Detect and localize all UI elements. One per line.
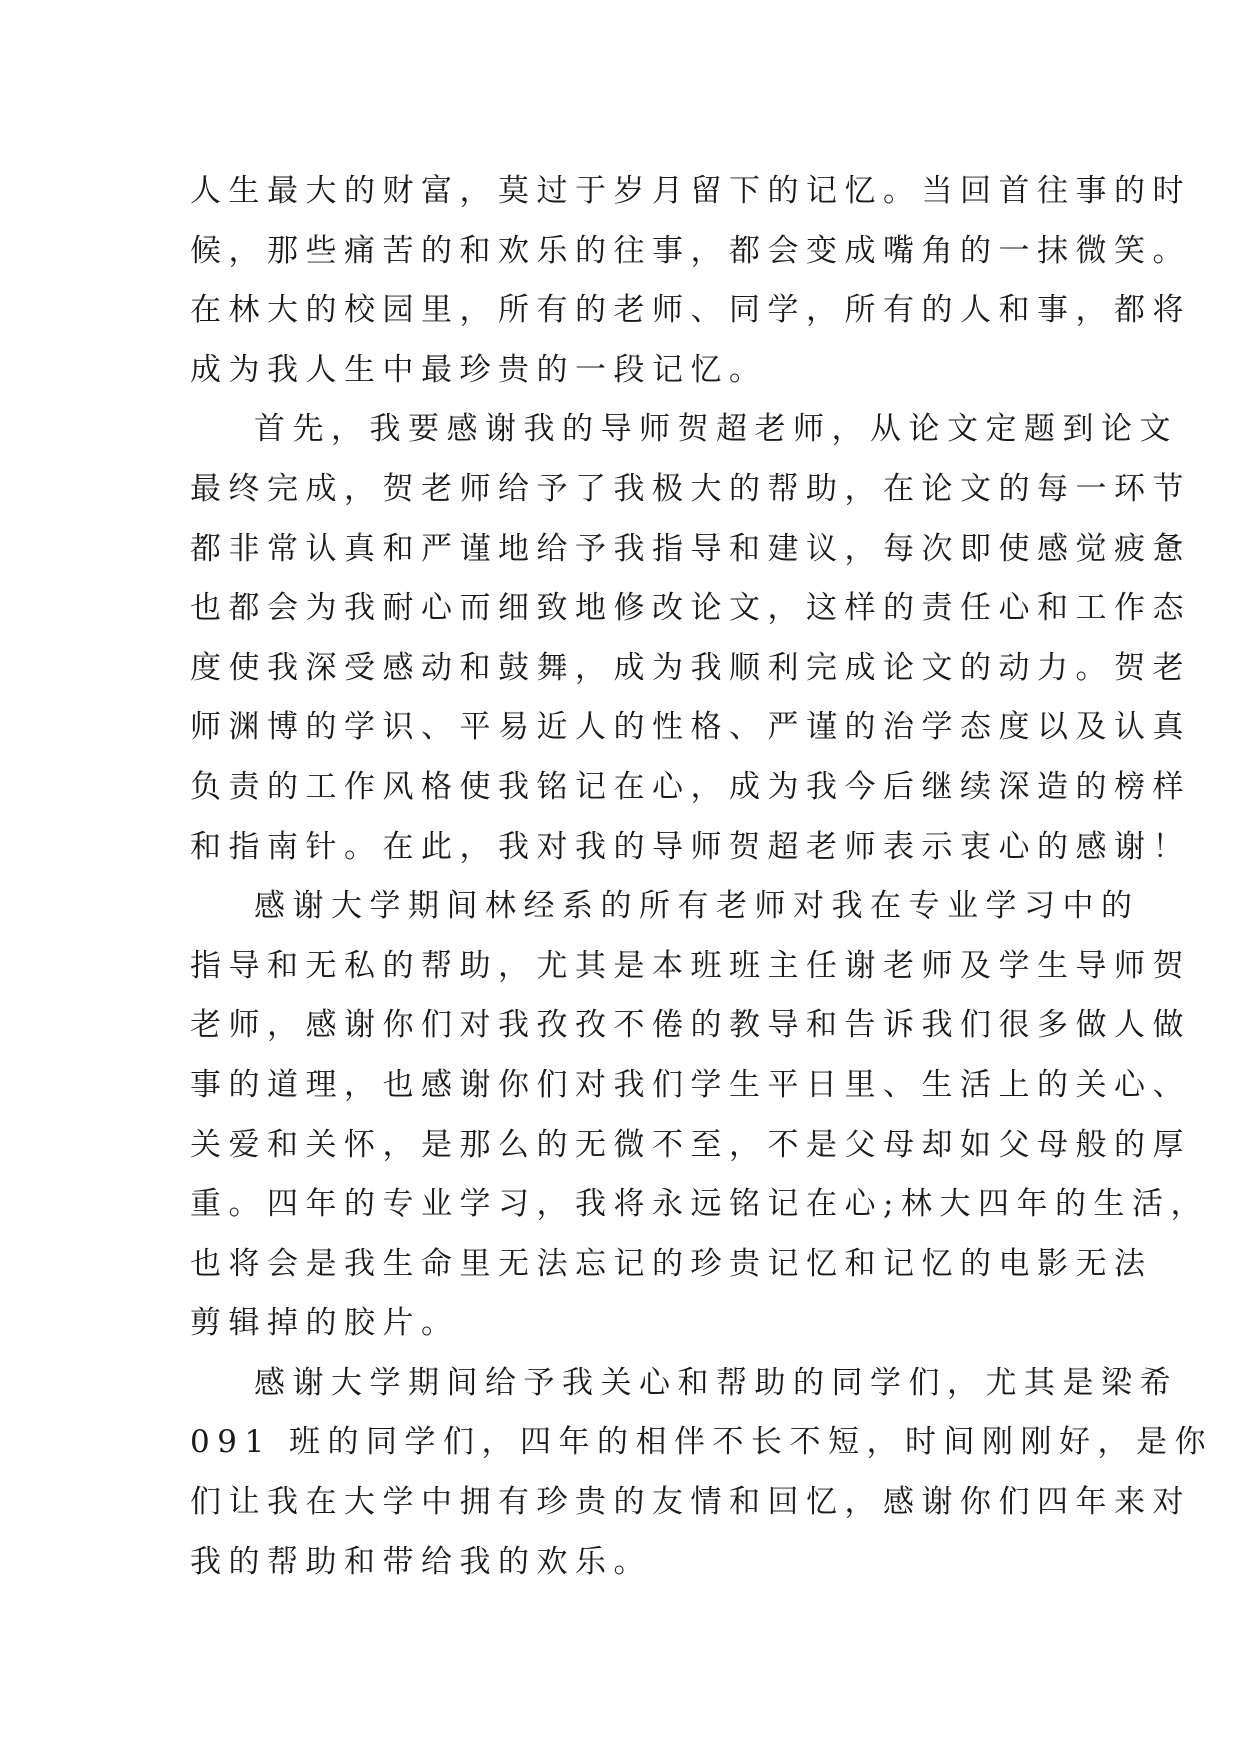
text-line: 们让我在大学中拥有珍贵的友情和回忆，感谢你们四年来对 — [190, 1484, 1191, 1521]
document-body — [190, 162, 1214, 1592]
paragraph-1 — [190, 162, 1191, 400]
text-line: 人生最大的财富，莫过于岁月留下的记忆。当回首往事的时 — [190, 173, 1191, 209]
paragraph-3 — [190, 877, 1209, 1354]
text-line: 都非常认真和严谨地给予我指导和建议，每次即使感觉疲惫 — [190, 530, 1191, 567]
paragraph-4 — [190, 1354, 1214, 1592]
paragraph-2 — [190, 400, 1191, 877]
text-line: 重。四年的专业学习，我将永远铭记在心;林大四年的生活， — [190, 1186, 1209, 1223]
text-line: 关爱和关怀，是那么的无微不至，不是父母却如父母般的厚 — [190, 1126, 1191, 1163]
text-line: 感谢大学期间林经系的所有老师对我在专业学习中的 — [254, 888, 1140, 925]
text-line: 负责的工作风格使我铭记在心，成为我今后继续深造的榜样 — [190, 768, 1191, 805]
text-line: 最终完成，贺老师给予了我极大的帮助，在论文的每一环节 — [190, 470, 1191, 507]
text-line: 指导和无私的帮助，尤其是本班班主任谢老师及学生导师贺 — [190, 947, 1191, 984]
text-line: 老师，感谢你们对我孜孜不倦的教导和告诉我们很多做人做 — [190, 1007, 1191, 1044]
text-line: 候，那些痛苦的和欢乐的往事，都会变成嘴角的一抹微笑。 — [190, 232, 1191, 269]
text-line: 剪辑掉的胶片。 — [190, 1305, 460, 1342]
text-line: 感谢大学期间给予我关心和帮助的同学们，尤其是梁希 — [254, 1364, 1178, 1401]
text-line: 师渊博的学识、平易近人的性格、严谨的治学态度以及认真 — [190, 709, 1191, 746]
text-line: 度使我深受感动和鼓舞，成为我顺利完成论文的动力。贺老 — [190, 649, 1191, 686]
text-line: 事的道理，也感谢你们对我们学生平日里、生活上的关心、 — [190, 1066, 1191, 1103]
text-line: 首先，我要感谢我的导师贺超老师，从论文定题到论文 — [254, 411, 1178, 448]
text-line: 在林大的校园里，所有的老师、同学，所有的人和事，都将 — [190, 292, 1191, 329]
text-line: 也将会是我生命里无法忘记的珍贵记忆和记忆的电影无法 — [190, 1245, 1153, 1282]
text-line: 和指南针。在此，我对我的导师贺超老师表示衷心的感谢！ — [190, 828, 1191, 865]
text-line: 我的帮助和带给我的欢乐。 — [190, 1543, 652, 1580]
text-line: 也都会为我耐心而细致地修改论文，这样的责任心和工作态 — [190, 590, 1191, 627]
text-line: 091 班的同学们，四年的相伴不长不短，时间刚刚好，是你 — [190, 1424, 1214, 1461]
text-line: 成为我人生中最珍贵的一段记忆。 — [190, 351, 768, 388]
